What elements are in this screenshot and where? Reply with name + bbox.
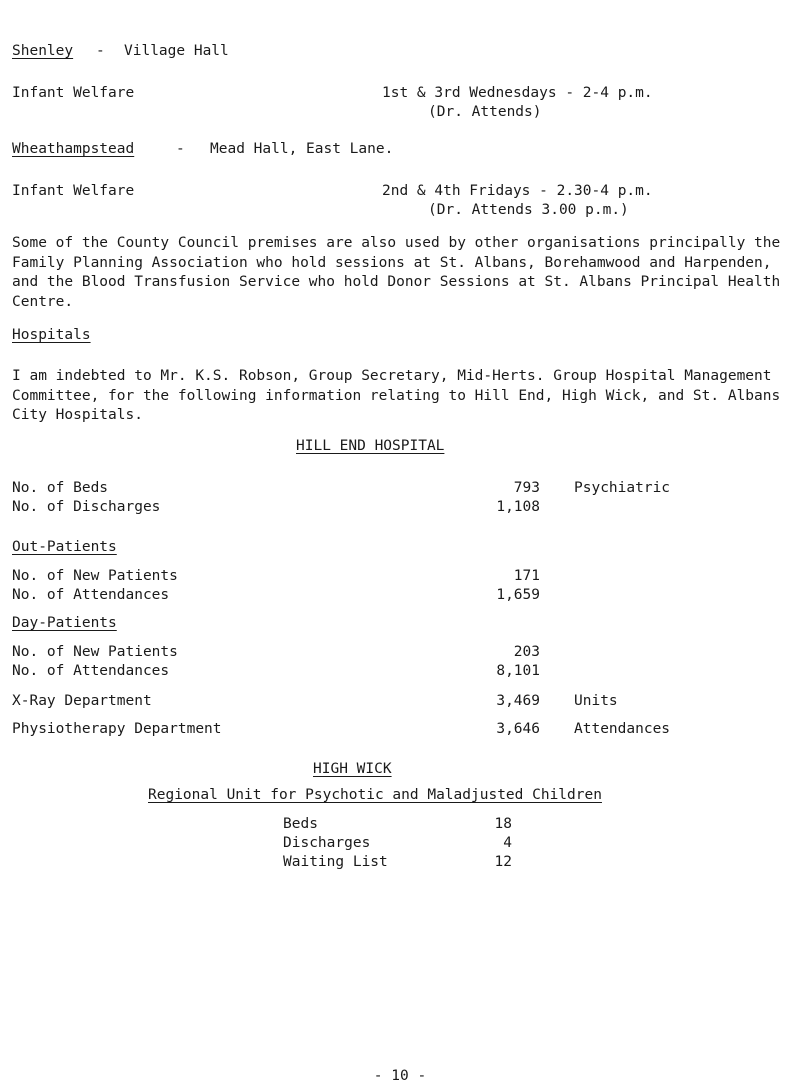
wheathampstead-dash: - [176,141,185,157]
hw-waiting-value: 12 [494,854,512,870]
out-att-value: 1,659 [496,587,540,603]
page-number: - 10 - [373,1068,427,1084]
physio-unit: Attendances [574,721,671,737]
day-new-value: 203 [513,644,540,660]
wheathampstead-service: Infant Welfare [12,183,135,199]
wheathampstead-schedule: 2nd & 4th Fridays - 2.30-4 p.m. [382,183,653,199]
hospitals-heading: Hospitals [12,327,91,343]
discharges-value: 1,108 [496,499,540,515]
premises-paragraph: Some of the County Council premises are also used by other organisations principally the Family Planning Association who hold sessions at St. Albans, Borehamwood and Harpenden, and the Blood Transfusion Service who hold Donor Sessions at St. Albans Principal Health Centre. [12,235,781,310]
shenley-note: (Dr. Attends) [428,104,542,120]
beds-label: No. of Beds [12,480,109,496]
out-new-value: 171 [513,568,540,584]
xray-label: X-Ray Department [12,693,152,709]
out-att-label: No. of Attendances [12,587,170,603]
out-new-label: No. of New Patients [12,568,178,584]
shenley-venue: Village Hall [124,43,229,59]
xray-unit: Units [574,693,618,709]
xray-value: 3,469 [496,693,540,709]
hw-beds-label: Beds [283,816,318,832]
physio-label: Physiotherapy Department [12,721,222,737]
day-patients-heading: Day-Patients [12,615,117,631]
shenley-service: Infant Welfare [12,85,135,101]
physio-value: 3,646 [496,721,540,737]
wheathampstead-venue: Mead Hall, East Lane. [210,141,394,157]
shenley-schedule: 1st & 3rd Wednesdays - 2-4 p.m. [382,85,653,101]
wheathampstead-place: Wheathampstead [12,141,135,157]
indebted-paragraph: I am indebted to Mr. K.S. Robson, Group Secretary, Mid-Herts. Group Hospital Management Committee, for the following information relating to Hill End, High Wick, and St. Albans City Hospitals. [12,368,781,423]
high-wick-subtitle: Regional Unit for Psychotic and Maladjusted Children [148,787,602,803]
hw-beds-value: 18 [494,816,512,832]
day-att-value: 8,101 [496,663,540,679]
beds-value: 793 [513,480,540,496]
shenley-dash: - [96,43,105,59]
out-patients-heading: Out-Patients [12,539,117,555]
discharges-label: No. of Discharges [12,499,161,515]
day-att-label: No. of Attendances [12,663,170,679]
day-new-label: No. of New Patients [12,644,178,660]
shenley-place: Shenley [12,43,74,59]
beds-note: Psychiatric [574,480,671,496]
wheathampstead-note: (Dr. Attends 3.00 p.m.) [428,202,629,218]
hw-discharges-value: 4 [503,835,512,851]
hw-waiting-label: Waiting List [283,854,388,870]
hw-discharges-label: Discharges [283,835,371,851]
hill-end-title: HILL END HOSPITAL [296,438,445,454]
high-wick-title: HIGH WICK [313,761,392,777]
